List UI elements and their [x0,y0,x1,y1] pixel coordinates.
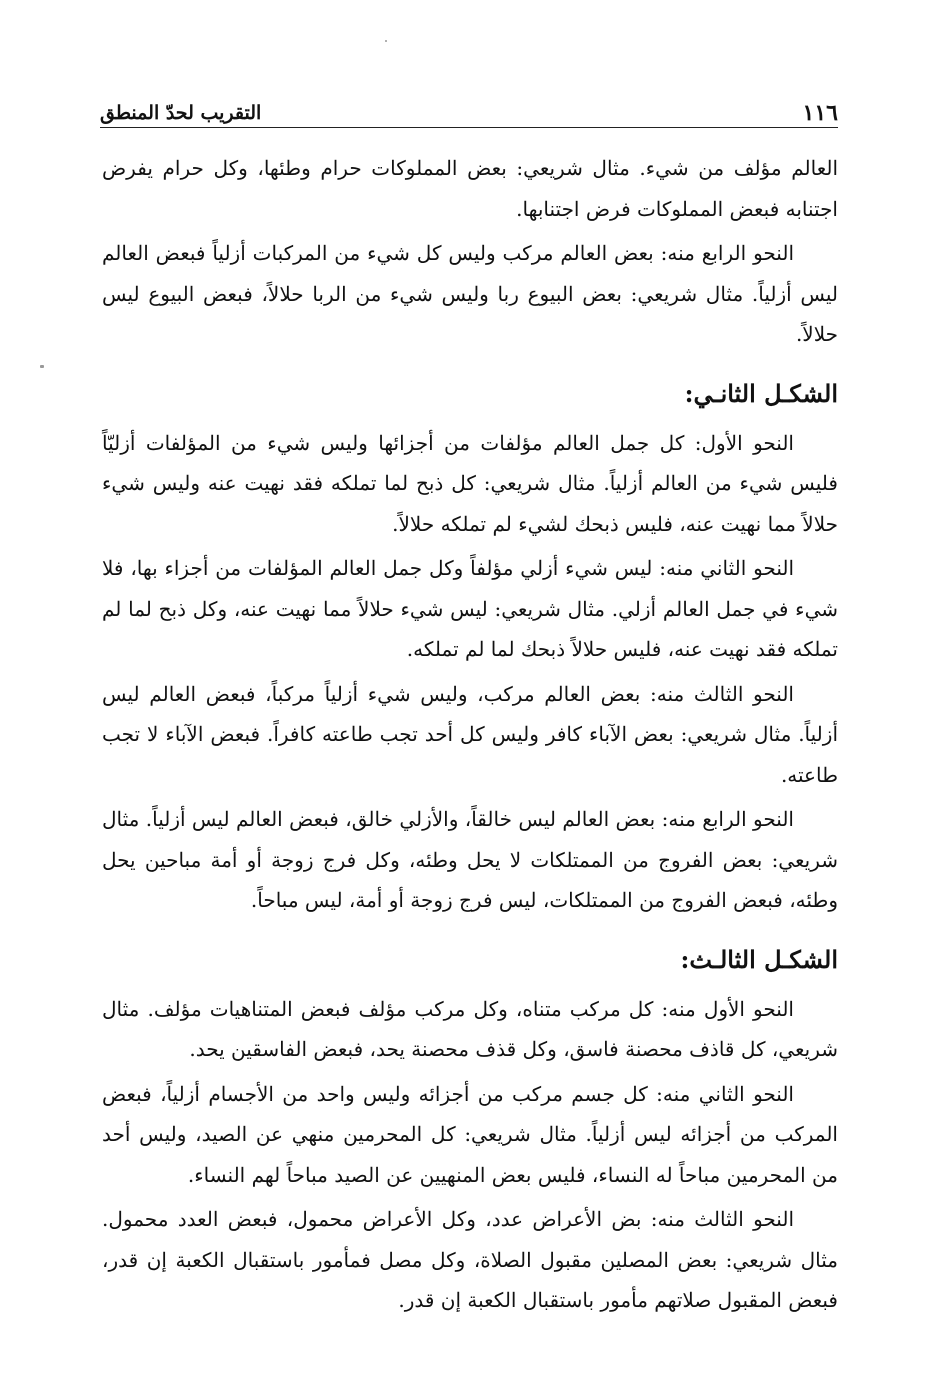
scan-speck [40,365,44,368]
section-heading-second-figure: الشكـل الثانـي: [684,378,838,408]
page-number: ١١٦ [802,100,838,126]
paragraph-fourth-mode: النحو الرابع منه: بعض العالم مركب وليس كل شيء من المركبات أزلياً فبعض العالم ليس أزلياً. مثال شريعي: بعض البيوع ربا وليس شيء من الربا حلالاً، فبعض البيوع ليس حلالاً. [102,241,838,346]
paragraph-third-mode: النحو الثالث منه: بض الأعراض عدد، وكل الأعراض محمول، فبعض العدد محمول. مثال شريعي: بعض المصلين مقبول الصلاة، وكل مصل فمأمور باستقبال الكعبة إن قدر، فبعض المقبول صلاتهم مأمور باستقبال الكعبة إن قدر. [102,1207,838,1312]
header-rule [100,127,838,128]
paragraph-second-mode: النحو الثاني منه: ليس شيء أزلي مؤلفاً وكل جمل العالم المؤلفات من أجزاء بها، فلا شيء في جمل العالم أزلي. مثال شريعي: ليس شيء حلالاً مما نهيت عنه، وكل ذبح لما لم تملكه فقد نهيت عنه، فليس حلالاً ذبحك لما لم تملكه. [102,556,838,661]
running-title: التقريب لحدّ المنطق [100,102,262,124]
paragraph-continuation: العالم مؤلف من شيء. مثال شريعي: بعض المملوكات حرام وطئها، وكل حرام يفرض اجتنابه فبعض المملوكات فرض اجتنابها. [102,156,838,221]
paragraph-fourth-mode: النحو الرابع منه: بعض العالم ليس خالقاً، والأزلي خالق، فبعض العالم ليس أزلياً. مثال شريعي: بعض الفروج من الممتلكات لا يحل وطئه، وكل فرج زوجة أو أمة مباحين يحل وطئه، فبعض الفروج من الممتلكات، ليس فرج زوجة أو أمة، ليس مباحاً. [102,807,838,912]
paragraph-second-mode: النحو الثاني منه: كل جسم مركب من أجزائه وليس واحد من الأجسام أزلياً، فبعض المركب من أجزائه ليس أزلياً. مثال شريعي: كل المحرمين منهي عن الصيد، وليس أحد من المحرمين مباحاً له النساء، فليس بعض المنهيين عن الصيد مباحاً لهم النساء. [102,1081,838,1187]
section-heading-third-figure: الشكـل الثالـث: [680,944,838,974]
paragraph-third-mode: النحو الثالث منه: بعض العالم مركب، وليس شيء أزلياً مركباً، فبعض العالم ليس أزلياً. مثال شريعي: بعض الآباء كافر وليس كل أحد تجب طاعته كافراً. فبعض الآباء لا تجب طاعته. [102,681,838,787]
paragraph-first-mode: النحو الأول منه: كل مركب متناه، وكل مركب مؤلف فبعض المتناهيات مؤلف. مثال شريعي، كل قاذف محصنة فاسق، وكل قذف محصنة يحد، فبعض الفاسقين يحد. [102,996,838,1061]
paragraph-first-mode: النحو الأول: كل جمل العالم مؤلفات من أجزائها وليس شيء من المؤلفات أزليّاً فليس شيء من العالم أزلياً. مثال شريعي: كل ذبح لما تملكه فقد نهيت عنه وليس شيء حلالاً مما نهيت عنه، فليس ذبحك لشيء لم تملكه حلالاً. [102,430,838,536]
body-text [102,148,838,1325]
scan-speck [385,40,387,42]
running-head [100,92,838,128]
